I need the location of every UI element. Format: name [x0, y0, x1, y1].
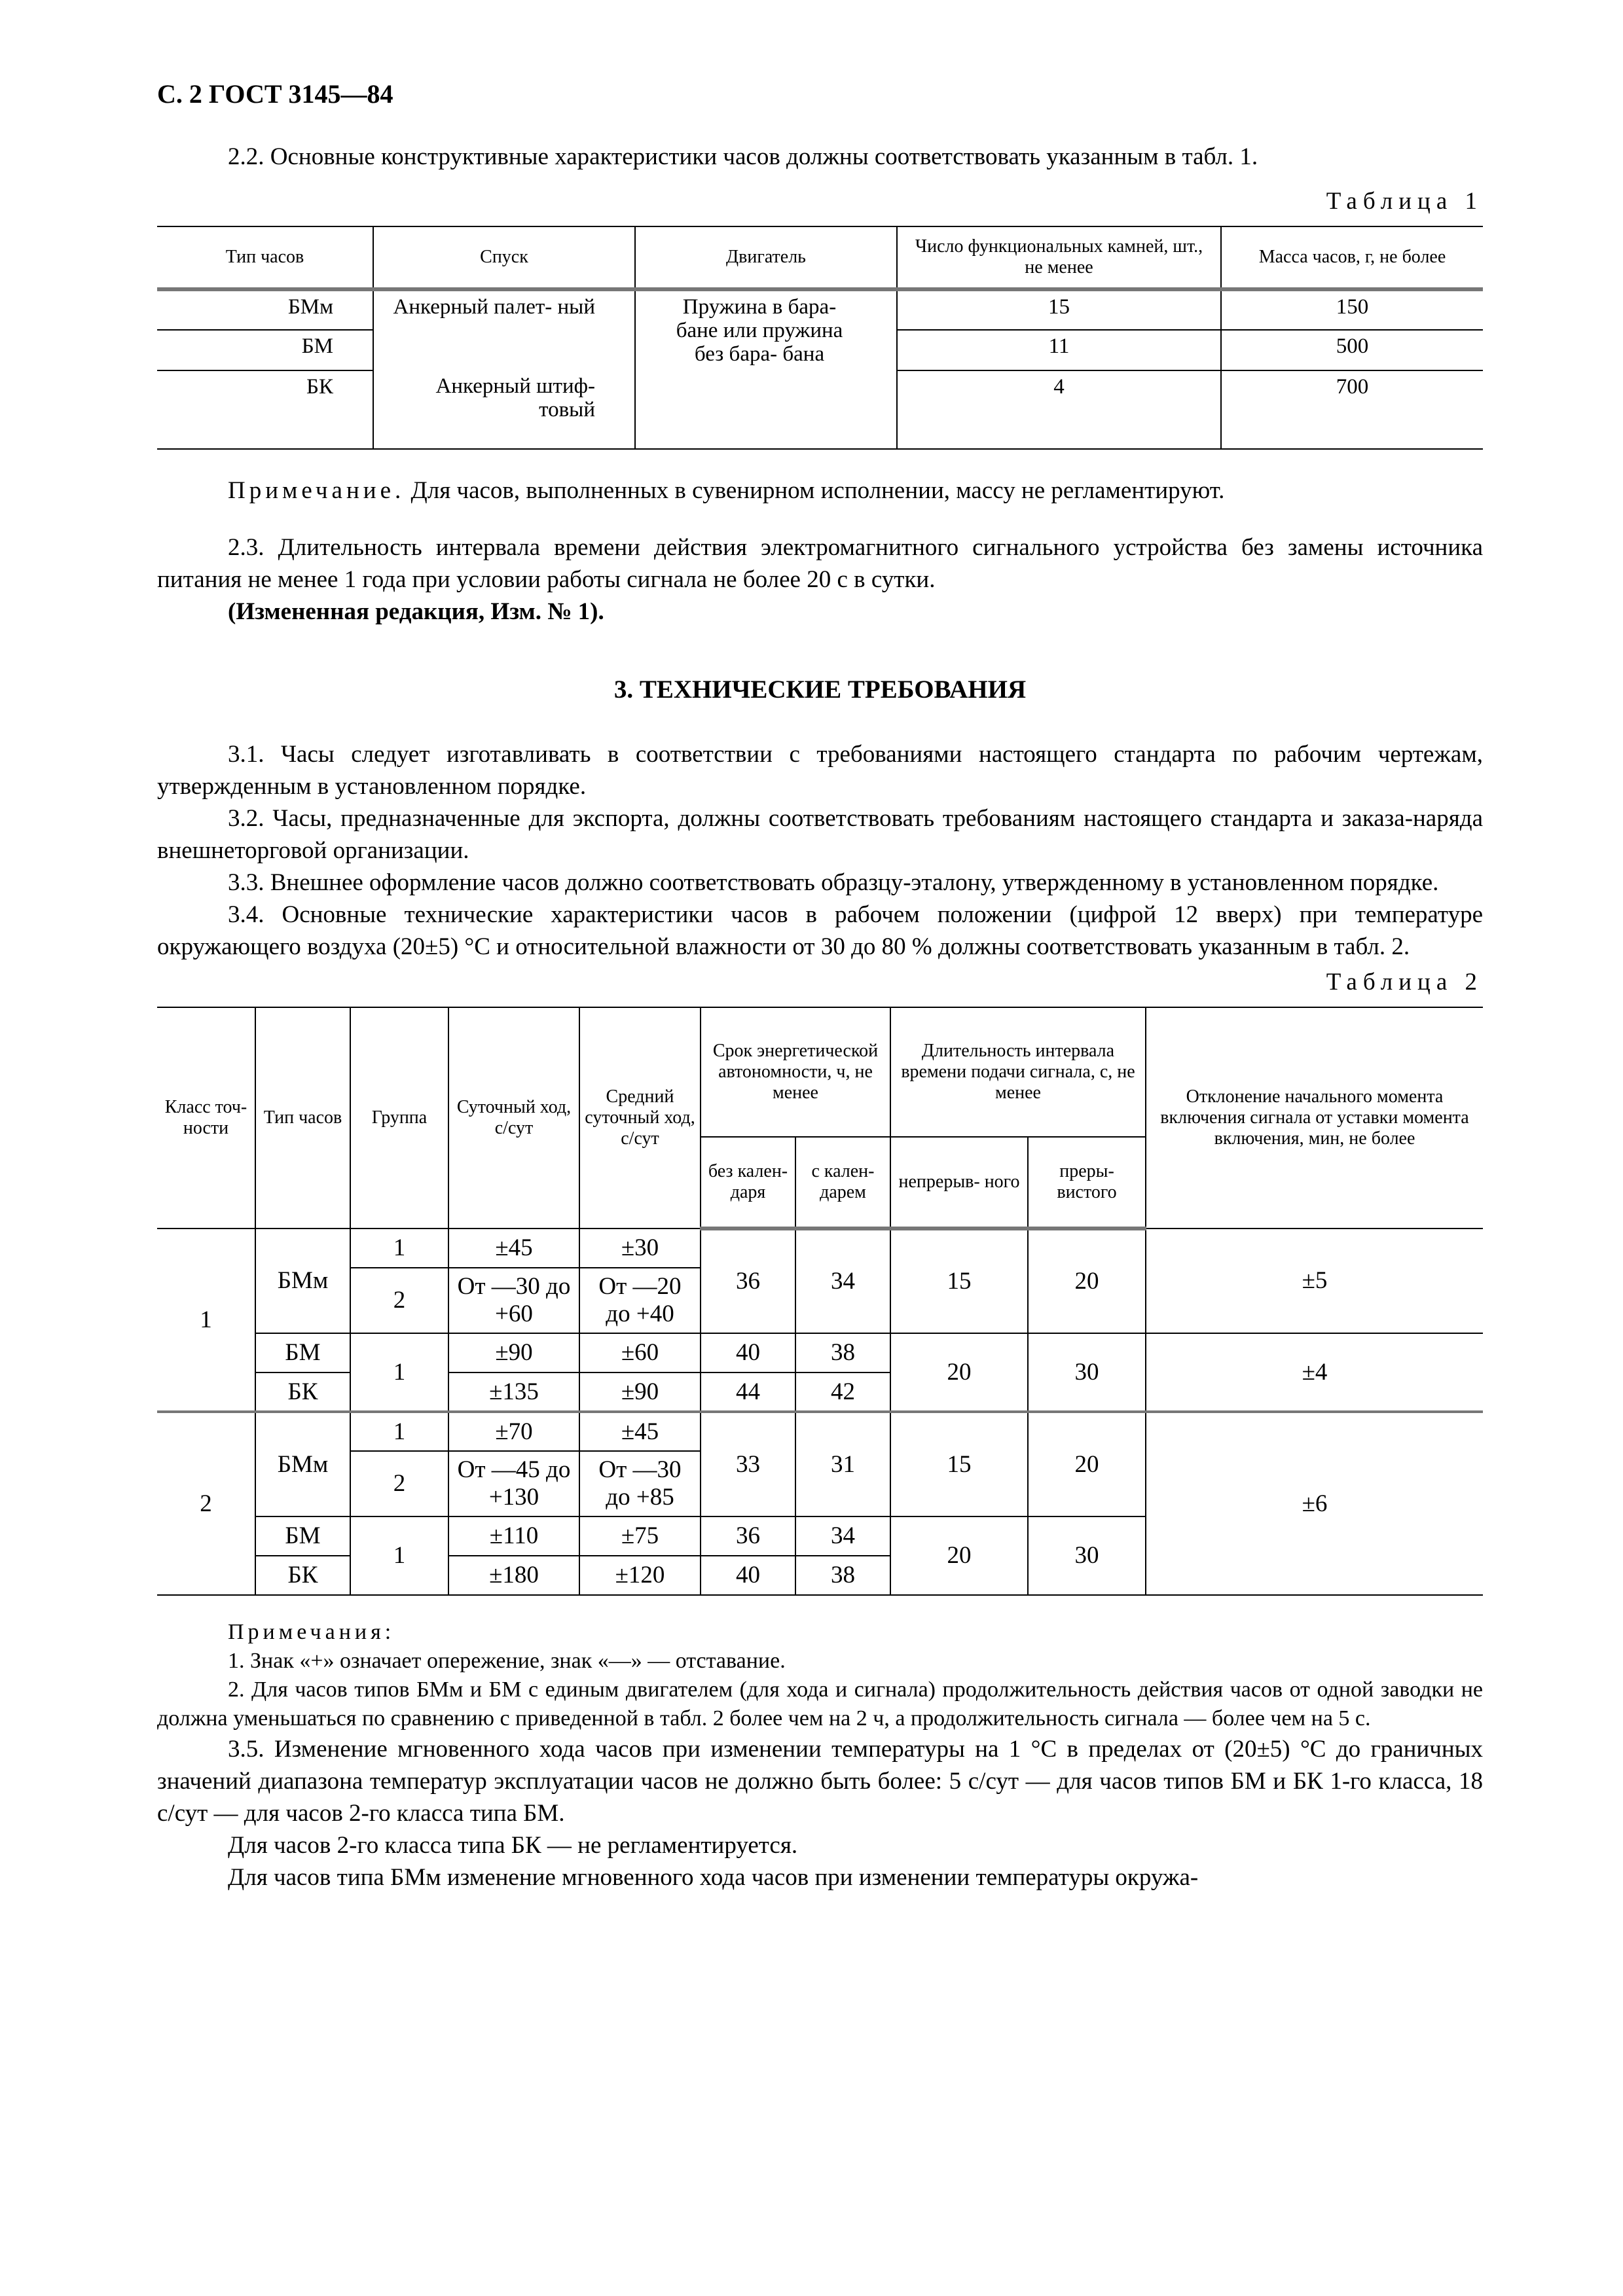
t2-cell-group: 2 [350, 1268, 448, 1333]
t2-cell-auto-b: 31 [795, 1412, 890, 1516]
paragraph-2-2: 2.2. Основные конструктивные характеристики часов должны соответствовать указанным в табл. 1. [228, 143, 1258, 170]
paragraph-3-4: 3.4. Основные технические характеристики часов в рабочем положении (цифрой 12 вверх) при температуре окружающего воздуха (20±5) °С и относительной влажности от 30 до 80 % должны соответствовать указанным в табл. 2. [157, 901, 1483, 960]
t2-cell-auto-b: 34 [795, 1516, 890, 1556]
t2-cell-auto-b: 38 [795, 1333, 890, 1372]
t1-cell-stones: 4 [897, 370, 1221, 449]
t2-cell-daily: От —30 до +60 [448, 1268, 579, 1333]
t2-cell-avg: ±90 [579, 1372, 701, 1412]
t2-cell-daily: ±70 [448, 1412, 579, 1451]
t2-cell-group: 1 [350, 1516, 448, 1595]
page-header: С. 2 ГОСТ 3145—84 [157, 79, 393, 109]
t2-cell-auto-a: 40 [701, 1556, 795, 1595]
table2-notes [157, 1618, 1483, 1733]
t2-cell-avg: ±75 [579, 1516, 701, 1556]
t2-header-no-calendar: без кален- даря [701, 1137, 795, 1229]
table-2 [157, 1007, 1483, 1596]
t2-cell-sig-b: 30 [1028, 1333, 1146, 1412]
t2-header-signal-duration: Длительность интервала времени подачи сигнала, с, не менее [890, 1007, 1146, 1137]
t1-cell-stones: 11 [897, 330, 1221, 370]
t1-header-stones: Число функциональных камней, шт., не менее [897, 226, 1221, 289]
t2-cell-group: 1 [350, 1412, 448, 1451]
t2-cell-avg: ±60 [579, 1333, 701, 1372]
t2-header-with-calendar: с кален- дарем [795, 1137, 890, 1229]
paragraph-3-5-c: Для часов типа БМм изменение мгновенного хода часов при изменении температуры окружа- [228, 1864, 1199, 1891]
t2-header-type: Тип часов [255, 1007, 350, 1229]
t2-cell-auto-b: 34 [795, 1229, 890, 1333]
t2-cell-type: БК [255, 1372, 350, 1412]
table1-note: Примечание. Для часов, выполненных в сувенирном исполнении, массу не регламентируют. [228, 477, 1225, 504]
t2-cell-daily: ±90 [448, 1333, 579, 1372]
t1-header-type: Тип часов [157, 226, 373, 289]
t2-cell-auto-a: 40 [701, 1333, 795, 1372]
t2-cell-sig-a: 20 [890, 1516, 1028, 1595]
paragraph-2-3: 2.3. Длительность интервала времени действия электромагнитного сигнального устройства без замены источника питания не менее 1 года при условии работы сигнала не более 20 с в сутки. [157, 534, 1483, 593]
t1-cell-type: БК [157, 370, 373, 449]
paragraph-3-2: 3.2. Часы, предназначенные для экспорта, должны соответствовать требованиям настоящего стандарта и заказа-наряда внешнеторговой организации. [157, 805, 1483, 864]
t2-cell-daily: ±180 [448, 1556, 579, 1595]
t2-cell-daily: ±45 [448, 1229, 579, 1268]
t2-cell-avg: ±30 [579, 1229, 701, 1268]
t1-header-engine: Двигатель [635, 226, 897, 289]
t2-cell-avg: ±45 [579, 1412, 701, 1451]
t2-cell-type: БМ [255, 1516, 350, 1556]
t1-cell-engine: Пружина в бара- бане или пружина без бара- бана [635, 289, 897, 449]
paragraph-3-1: 3.1. Часы следует изготавливать в соответствии с требованиями настоящего стандарта по рабочим чертежам, утвержденным в установленном порядке. [157, 741, 1483, 800]
t2-cell-auto-b: 42 [795, 1372, 890, 1412]
t2-cell-group: 1 [350, 1333, 448, 1412]
t2-cell-avg: ±120 [579, 1556, 701, 1595]
t2-cell-class: 1 [157, 1229, 255, 1412]
t2-cell-avg: От —20 до +40 [579, 1268, 701, 1333]
t2-cell-auto-b: 38 [795, 1556, 890, 1595]
t2-cell-auto-a: 33 [701, 1412, 795, 1516]
paragraph-3-3: 3.3. Внешнее оформление часов должно соответствовать образцу-эталону, утвержденному в установленном порядке. [228, 869, 1439, 896]
t2-cell-sig-a: 20 [890, 1333, 1028, 1412]
t2-cell-deviation: ±5 [1146, 1229, 1483, 1333]
t2-cell-deviation: ±6 [1146, 1412, 1483, 1595]
t1-cell-escapement-1: Анкерный палет- ный [373, 289, 635, 370]
t2-cell-daily: ±110 [448, 1516, 579, 1556]
paragraph-3-5: 3.5. Изменение мгновенного хода часов при изменении температуры на 1 °С в пределах от (20±5) °С до граничных значений диапазона температур эксплуатации часов не должно быть более: 5 с/сут — для часов типов БМ и БК 1-го класса, 18 с/сут — для часов 2-го класса типа БМ. [157, 1736, 1483, 1827]
t2-cell-type: БК [255, 1556, 350, 1595]
t2-cell-class: 2 [157, 1412, 255, 1595]
notes-label: Примечания: [228, 1620, 395, 1644]
note-1: 1. Знак «+» означает опережение, знак «—» — отставание. [228, 1649, 786, 1673]
t2-cell-type: БМм [255, 1412, 350, 1516]
t2-cell-auto-a: 36 [701, 1229, 795, 1333]
t2-cell-sig-a: 15 [890, 1412, 1028, 1516]
t2-cell-group: 1 [350, 1229, 448, 1268]
t1-header-mass: Масса часов, г, не более [1221, 226, 1483, 289]
t2-cell-sig-b: 30 [1028, 1516, 1146, 1595]
t2-header-autonomy: Срок энергетической автономности, ч, не менее [701, 1007, 890, 1137]
document-page [157, 79, 1483, 1893]
t1-cell-type: БМм [157, 289, 373, 330]
t2-cell-group: 2 [350, 1451, 448, 1516]
table2-caption: Таблица 2 [1326, 969, 1483, 996]
t2-cell-type: БМм [255, 1229, 350, 1333]
t1-cell-mass: 700 [1336, 375, 1369, 399]
t2-header-class: Класс точ- ности [157, 1007, 255, 1229]
t2-cell-avg: От —30 до +85 [579, 1451, 701, 1516]
t2-cell-daily: ±135 [448, 1372, 579, 1412]
note-2: 2. Для часов типов БМм и БМ с единым двигателем (для хода и сигнала) продолжительность действия часов от одной заводки не должна уменьшаться по сравнению с приведенной в табл. 2 более чем на 2 ч, а продолжительность сигнала — более чем на 5 с. [157, 1677, 1483, 1731]
t2-cell-deviation: ±4 [1146, 1333, 1483, 1412]
t1-cell-mass: 150 [1221, 289, 1483, 330]
t2-header-daily-rate: Суточный ход, с/сут [448, 1007, 579, 1229]
t2-header-continuous: непрерыв- ного [890, 1137, 1028, 1229]
t2-header-group: Группа [350, 1007, 448, 1229]
paragraph-3-5-b: Для часов 2-го класса типа БК — не регламентируется. [228, 1832, 798, 1859]
t1-cell-type: БМ [157, 330, 373, 370]
t1-header-escapement: Спуск [373, 226, 635, 289]
t2-header-avg-daily-rate: Средний суточный ход, с/сут [579, 1007, 701, 1229]
t2-header-deviation: Отклонение начального момента включения сигнала от уставки момента включения, мин, не более [1146, 1007, 1483, 1229]
t2-cell-type: БМ [255, 1333, 350, 1372]
table1-caption: Таблица 1 [1326, 188, 1483, 215]
t1-cell-stones: 15 [897, 289, 1221, 330]
amendment-note: (Измененная редакция, Изм. № 1). [228, 598, 604, 625]
t2-cell-auto-a: 44 [701, 1372, 795, 1412]
t2-cell-sig-b: 20 [1028, 1229, 1146, 1333]
table-1 [157, 226, 1483, 450]
t2-header-intermittent: преры- вистого [1028, 1137, 1146, 1229]
section-3-title: 3. ТЕХНИЧЕСКИЕ ТРЕБОВАНИЯ [613, 675, 1027, 704]
t1-cell-mass: 500 [1221, 330, 1483, 370]
t2-cell-daily: От —45 до +130 [448, 1451, 579, 1516]
t2-cell-sig-a: 15 [890, 1229, 1028, 1333]
t2-cell-sig-b: 20 [1028, 1412, 1146, 1516]
t2-cell-auto-a: 36 [701, 1516, 795, 1556]
t1-cell-escapement-2: Анкерный штиф- товый [373, 370, 635, 449]
